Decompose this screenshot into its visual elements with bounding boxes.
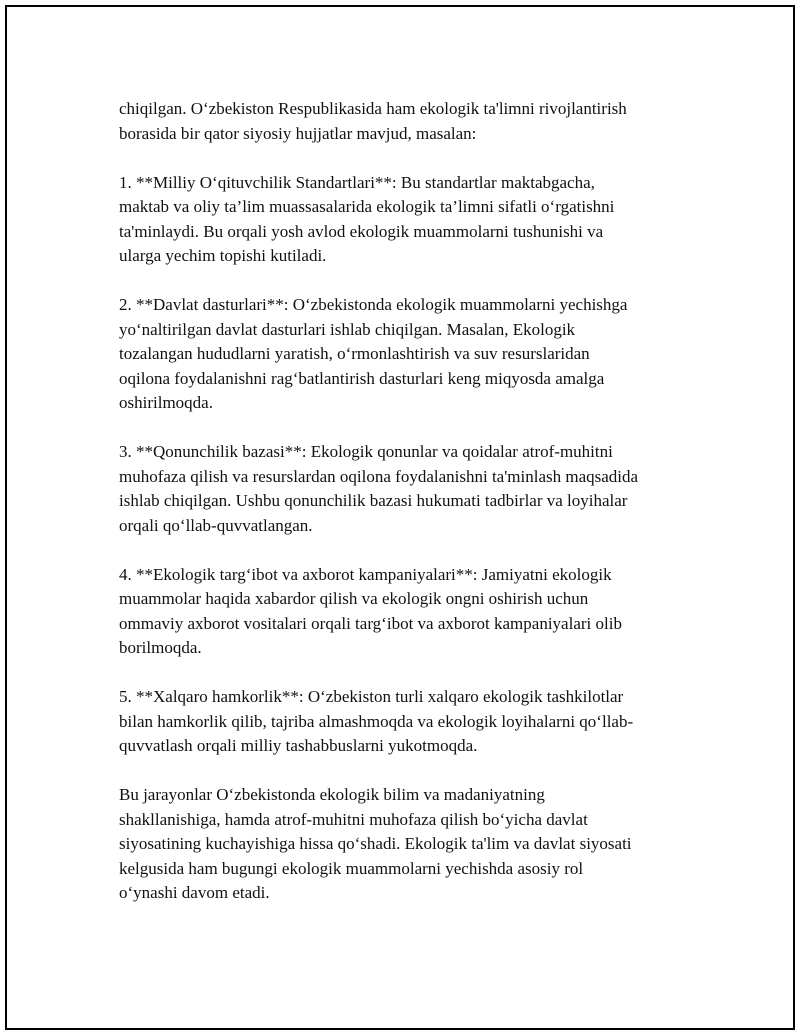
list-item-2: 2. **Davlat dasturlari**: O‘zbekistonda ekologik muammolarni yechishga yo‘naltirilgan davlat dasturlari ishlab chiqilgan. Masalan, Ekologik tozalangan hududlarni yaratish, o‘rmonlashtirish va suv resurslaridan oqilona foydalanishni rag‘batlantirish dasturlari keng miqyosda amalga oshirilmoqda.	[119, 295, 628, 412]
list-item-3: 3. **Qonunchilik bazasi**: Ekologik qonunlar va qoidalar atrof-muhitni muhofaza qilish va resurslardan oqilona foydalanishni ta'minlash maqsadida ishlab chiqilgan. Ushbu qonunchilik bazasi hukumati tadbirlar va loyihalar orqali qo‘llab-quvvatlangan.	[119, 442, 639, 535]
list-item-1: 1. **Milliy O‘qituvchilik Standartlari**: Bu standartlar maktabgacha, maktab va oliy ta’lim muassasalarida ekologik ta’limni sifatli o‘rgatishni ta'minlaydi. Bu orqali yosh avlod ekologik muammolarni tushunishi va ularga yechim topishi kutiladi.	[119, 172, 615, 265]
paragraph-conclusion: Bu jarayonlar O‘zbekistonda ekologik bilim va madaniyatning shakllanishiga, hamda atrof-muhitni muhofaza qilish bo‘yicha davlat siyosatining kuchayishiga hissa qo‘shadi. Ekologik ta'lim va davlat siyosati kelgusida ham bugungi ekologik muammolarni yechishda asosiy rol o‘ynashi davom etadi.	[119, 785, 632, 902]
paragraph-intro: chiqilgan. O‘zbekiston Respublikasida ham ekologik ta'limni rivojlantirish borasida bir qator siyosiy hujjatlar mavjud, masalan:	[119, 99, 627, 143]
page-frame	[5, 5, 795, 1030]
list-item-5: 5. **Xalqaro hamkorlik**: O‘zbekiston turli xalqaro ekologik tashkilotlar bilan hamkorlik qilib, tajriba almashmoqda va ekologik loyihalarni qo‘llab- quvvatlash orqali milliy tashabbuslarni yukotmoqda.	[119, 687, 634, 755]
document-body	[119, 97, 689, 930]
list-item-4: 4. **Ekologik targ‘ibot va axborot kampaniyalari**: Jamiyatni ekologik muammolar haqida xabardor qilish va ekologik ongni oshirish uchun ommaviy axborot vositalari orqali targ‘ibot va axborot kampaniyalari olib borilmoqda.	[119, 564, 622, 657]
